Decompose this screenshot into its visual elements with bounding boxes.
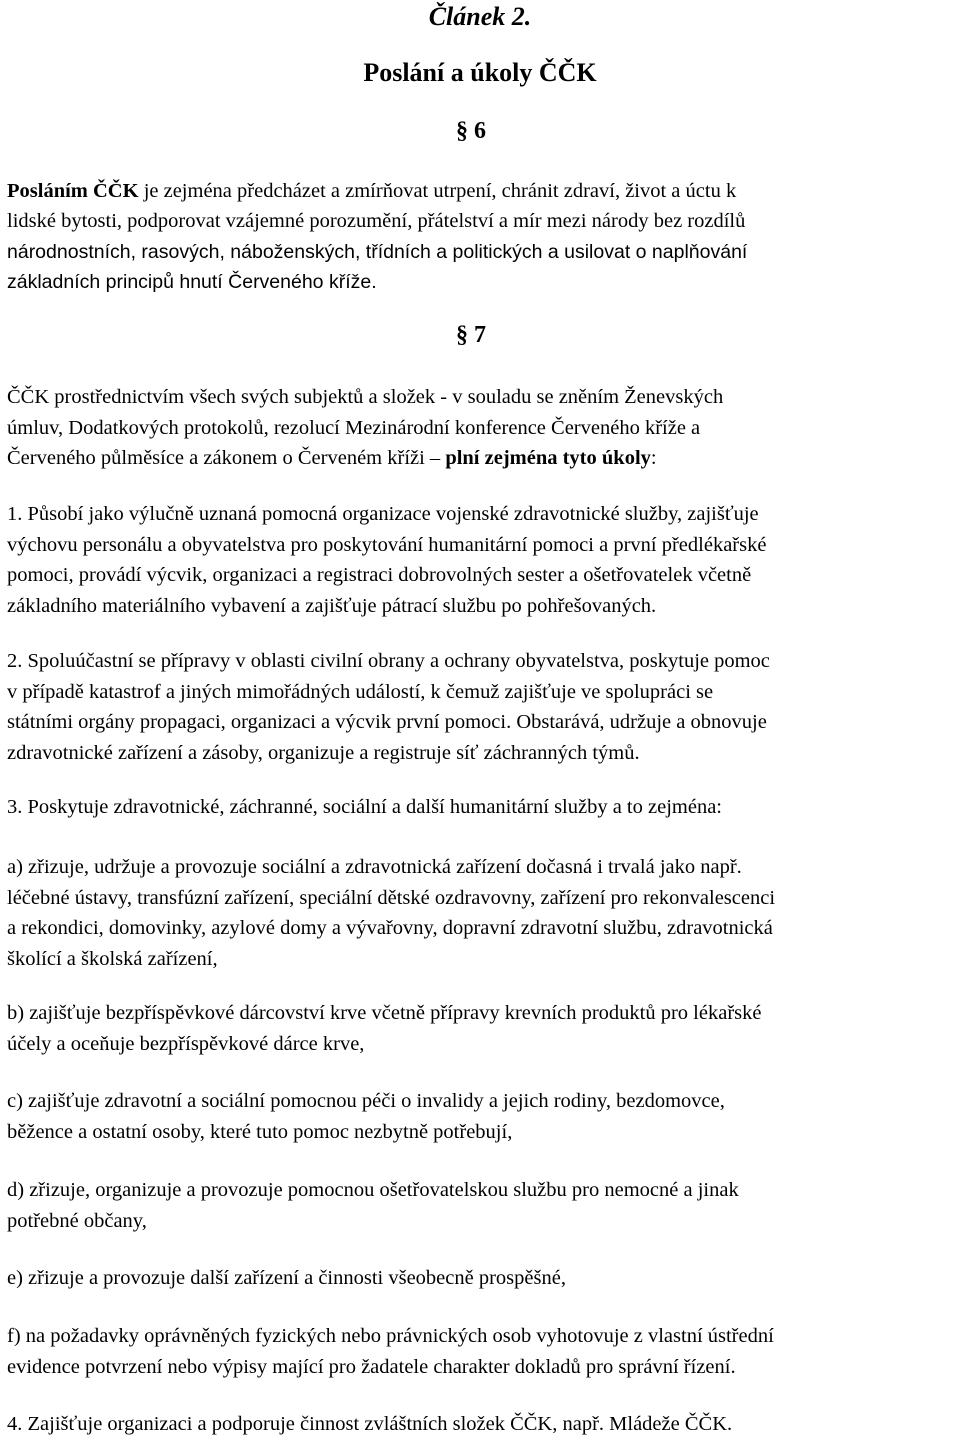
paragraph-section-6-cont (7, 206, 959, 298)
paragraph-line: 3. Poskytuje zdravotnické, záchranné, sociální a další humanitární služby a to zejména: (7, 796, 722, 818)
paragraph-line: f) na požadavky oprávněných fyzických nebo právnických osob vyhotovuje z vlastní ústřední (7, 1325, 774, 1347)
list-item-3d (7, 1175, 959, 1236)
section-7-heading: § 7 (456, 322, 486, 348)
paragraph-line: e) zřizuje a provozuje další zařízení a činnosti všeobecně prospěšné, (7, 1267, 566, 1289)
paragraph-line: a) zřizuje, udržuje a provozuje sociální a zdravotnická zařízení dočasná i trvalá jako např. (7, 856, 742, 878)
list-item-2 (7, 646, 959, 768)
list-item-3a (7, 852, 959, 974)
paragraph-line: školící a školská zařízení, (7, 947, 218, 970)
paragraph-line: běžence a ostatní osoby, které tuto pomoc nezbytně potřebují, (7, 1120, 513, 1143)
paragraph-line: 4. Zajišťuje organizaci a podporuje činnost zvláštních složek ČČK, např. Mládeže ČČK. (7, 1413, 733, 1435)
paragraph-line: základního materiálního vybavení a zajišťuje pátrací službu po pohřešovaných. (7, 594, 657, 617)
paragraph-line: a rekondici, domovinky, azylové domy a vývařovny, dopravní zdravotní službu, zdravotnická (7, 917, 773, 939)
paragraph-line: úmluv, Dodatkových protokolů, rezolucí Mezinárodní konference Červeného kříže a (7, 416, 701, 439)
paragraph-line: státními orgány propagaci, organizaci a výcvik první pomoci. Obstarává, udržuje a obnovuje (7, 711, 767, 733)
paragraph-line: v případě katastrof a jiných mimořádných událostí, k čemuž zajišťuje ve spolupráci se (7, 680, 714, 703)
paragraph-section-6 (7, 176, 959, 207)
paragraph-line: potřebné občany, (7, 1209, 147, 1232)
paragraph-line (7, 176, 959, 207)
list-item-3e (7, 1263, 959, 1294)
list-item-3c (7, 1086, 959, 1147)
paragraph-line: výchovu personálu a obyvatelstva pro poskytování humanitární pomoci a první předlékařské (7, 533, 767, 556)
paragraph-line: ČČK prostřednictvím všech svých subjektů a složek - v souladu se zněním Ženevských (7, 386, 724, 408)
paragraph-section-7 (7, 382, 959, 474)
mission-bold-term: Posláním ČČK (7, 180, 139, 202)
paragraph-line: lidské bytosti, podporovat vzájemné porozumění, přátelství a mír mezi národy bez rozdílů (7, 210, 746, 232)
list-item-1 (7, 499, 959, 621)
paragraph-text: je zejména předcházet a zmírňovat utrpení, chránit zdraví, život a úctu k (138, 180, 737, 202)
paragraph-line: c) zajišťuje zdravotní a sociální pomocnou péči o invalidy a jejich rodiny, bezdomovce, (7, 1090, 725, 1112)
paragraph-text: : (650, 447, 657, 469)
list-item-3 (7, 792, 959, 823)
paragraph-text: Červeného půlměsíce a zákonem o Červeném kříži – (7, 447, 446, 469)
article-subtitle: Poslání a úkoly ČČK (363, 58, 597, 87)
paragraph-line: účely a oceňuje bezpříspěvkové dárce krve, (7, 1032, 365, 1055)
paragraph-line: d) zřizuje, organizuje a provozuje pomocnou ošetřovatelskou službu pro nemocné a jinak (7, 1179, 739, 1201)
paragraph-line (7, 443, 959, 474)
paragraph-line: 2. Spoluúčastní se přípravy v oblasti civilní obrany a ochrany obyvatelstva, poskytuje pomoc (7, 650, 770, 672)
paragraph-line: léčebné ústavy, transfúzní zařízení, speciální dětské ozdravovny, zařízení pro rekonvalescenci (7, 886, 776, 909)
paragraph-line: zdravotnické zařízení a zásoby, organizuje a registruje síť záchranných týmů. (7, 741, 640, 764)
article-title: Článek 2. (428, 2, 532, 31)
list-item-3f (7, 1321, 959, 1382)
section-6-heading: § 6 (456, 118, 486, 144)
paragraph-line: pomoci, provádí výcvik, organizaci a registraci dobrovolných sester a ošetřovatelek včetně (7, 564, 752, 586)
paragraph-line: 1. Působí jako výlučně uznaná pomocná organizace vojenské zdravotnické služby, zajišťuje (7, 503, 759, 525)
paragraph-line: evidence potvrzení nebo výpisy mající pro žadatele charakter dokladů pro správní řízení. (7, 1355, 736, 1378)
paragraph-line: základních principů hnutí Červeného kříže. (7, 271, 377, 293)
list-item-4 (7, 1409, 959, 1440)
paragraph-line: b) zajišťuje bezpříspěvkové dárcovství krve včetně přípravy krevních produktů pro lékařské (7, 1002, 762, 1024)
paragraph-line: národnostních, rasových, náboženských, třídních a politických a usilovat o naplňování (7, 240, 748, 263)
tasks-bold-phrase: plní zejména tyto úkoly (445, 447, 651, 469)
list-item-3b (7, 998, 959, 1059)
